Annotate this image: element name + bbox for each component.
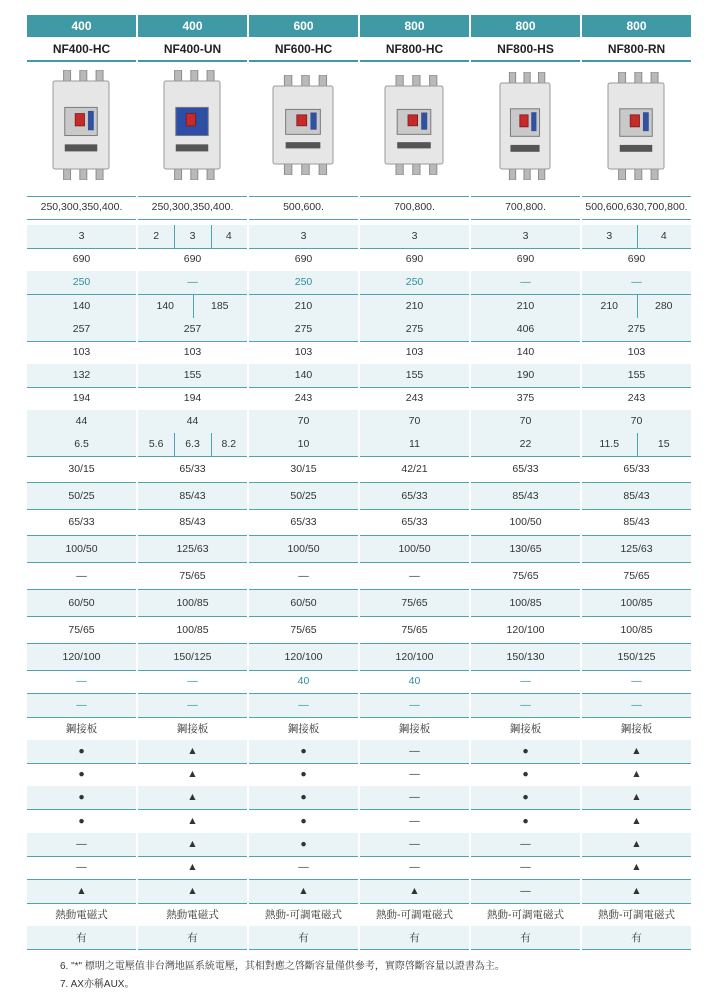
row-divider: [471, 949, 580, 950]
cell-divider: [637, 295, 638, 318]
breaker-image-4: [384, 75, 444, 175]
table-cell: ▲: [631, 791, 642, 803]
table-cell: 有: [187, 931, 198, 944]
table-cell: 100/50: [65, 543, 98, 555]
table-cell: 40: [297, 675, 310, 687]
table-cell: 103: [183, 346, 202, 358]
table-cell: 500,600,630,700,800.: [585, 201, 688, 213]
table-cell: —: [298, 699, 309, 711]
table-cell: 120/100: [506, 624, 545, 636]
table-cell: 鋼接板: [287, 722, 320, 735]
table-cell: 熱動-可調電磁式: [598, 908, 675, 921]
table-cell: 30/15: [290, 463, 317, 475]
header-divider: [360, 60, 469, 62]
row-divider: [138, 196, 247, 197]
table-cell: 4: [660, 230, 667, 242]
table-cell: —: [520, 699, 531, 711]
footnote-6: 6. "*" 標明之電壓值非台灣地區系統電壓，其相對應之啓斷容量僅供參考，實際啓斷容量以證書為主。: [60, 961, 505, 972]
table-cell: 700,800.: [394, 201, 435, 213]
table-cell: —: [298, 861, 309, 873]
header-divider: [471, 60, 580, 62]
table-cell: 熱動電磁式: [55, 908, 108, 921]
table-cell: —: [76, 570, 87, 582]
table-cell: ●: [300, 815, 307, 827]
row-divider: [360, 949, 469, 950]
table-cell: 690: [294, 253, 313, 265]
table-cell: 275: [294, 323, 313, 335]
table-cell: —: [76, 675, 87, 687]
table-cell: 2: [153, 230, 160, 242]
table-cell: ▲: [187, 861, 198, 873]
table-cell: 155: [405, 369, 424, 381]
cell-divider: [637, 433, 638, 456]
breaker-image-5: [499, 72, 551, 180]
table-cell: 65/33: [623, 463, 650, 475]
table-cell: 100/50: [287, 543, 320, 555]
row-divider: [249, 196, 358, 197]
cell-divider: [193, 295, 194, 318]
table-cell: ●: [78, 791, 85, 803]
header-divider: [27, 60, 136, 62]
table-cell: ●: [300, 838, 307, 850]
table-cell: ●: [78, 745, 85, 757]
table-cell: 75/65: [512, 570, 539, 582]
table-cell: 243: [627, 392, 646, 404]
column-model-3: NF600-HC: [274, 42, 333, 56]
table-cell: 150/125: [173, 651, 212, 663]
table-cell: —: [409, 768, 420, 780]
table-cell: ▲: [631, 885, 642, 897]
column-model-5: NF800-HS: [497, 42, 554, 56]
table-cell: 155: [627, 369, 646, 381]
table-cell: 150/125: [617, 651, 656, 663]
table-cell: 250,300,350,400.: [151, 201, 234, 213]
table-cell: 85/43: [512, 490, 539, 502]
table-cell: ▲: [631, 861, 642, 873]
table-cell: 鋼接板: [176, 722, 209, 735]
table-cell: —: [520, 838, 531, 850]
column-model-4: NF800-HC: [385, 42, 444, 56]
row-divider: [360, 196, 469, 197]
table-cell: 140: [156, 300, 175, 312]
table-cell: —: [409, 699, 420, 711]
table-cell: 103: [72, 346, 91, 358]
table-cell: 有: [631, 931, 642, 944]
table-cell: 65/33: [290, 516, 317, 528]
table-cell: 243: [405, 392, 424, 404]
table-cell: 125/63: [620, 543, 653, 555]
table-cell: ▲: [631, 745, 642, 757]
table-cell: ●: [522, 815, 529, 827]
table-cell: 22: [519, 438, 532, 450]
column-amp-4: 800: [360, 15, 469, 37]
table-cell: 3: [189, 230, 196, 242]
table-cell: 257: [72, 323, 91, 335]
table-cell: 6.5: [74, 438, 89, 450]
table-cell: —: [520, 861, 531, 873]
table-cell: 85/43: [179, 516, 206, 528]
table-cell: ▲: [187, 791, 198, 803]
column-amp-6: 800: [582, 15, 691, 37]
table-cell: 120/100: [395, 651, 434, 663]
table-cell: —: [631, 276, 642, 288]
table-cell: —: [409, 570, 420, 582]
table-cell: —: [409, 838, 420, 850]
table-cell: 250: [405, 276, 424, 288]
table-cell: —: [520, 885, 531, 897]
table-cell: 熱動-可調電磁式: [487, 908, 564, 921]
breaker-image-2: [163, 70, 221, 180]
header-divider: [138, 60, 247, 62]
table-cell: 185: [210, 300, 229, 312]
table-cell: ●: [522, 791, 529, 803]
table-cell: 8.2: [221, 438, 237, 450]
table-cell: —: [409, 745, 420, 757]
table-cell: —: [187, 675, 198, 687]
table-cell: ●: [522, 745, 529, 757]
table-cell: 140: [72, 300, 91, 312]
column-model-2: NF400-UN: [163, 42, 222, 56]
table-cell: 257: [183, 323, 202, 335]
table-cell: 70: [519, 415, 532, 427]
table-cell: 75/65: [179, 570, 206, 582]
table-cell: 3: [522, 230, 529, 242]
row-divider: [27, 196, 136, 197]
header-divider: [582, 60, 691, 62]
table-cell: 42/21: [401, 463, 428, 475]
table-cell: 60/50: [290, 597, 317, 609]
table-cell: ●: [522, 768, 529, 780]
cell-divider: [174, 433, 175, 456]
table-cell: 210: [405, 300, 424, 312]
table-cell: 155: [183, 369, 202, 381]
table-cell: 700,800.: [505, 201, 546, 213]
table-cell: 4: [225, 230, 232, 242]
table-cell: 275: [405, 323, 424, 335]
table-cell: 70: [408, 415, 421, 427]
table-cell: ▲: [631, 838, 642, 850]
table-cell: 6.3: [185, 438, 200, 450]
table-cell: 鋼接板: [620, 722, 653, 735]
table-cell: ▲: [187, 745, 198, 757]
table-cell: 85/43: [179, 490, 206, 502]
table-cell: ●: [300, 791, 307, 803]
table-cell: 50/25: [290, 490, 317, 502]
table-cell: 熱動-可調電磁式: [376, 908, 453, 921]
table-cell: 75/65: [68, 624, 95, 636]
row-divider: [471, 196, 580, 197]
table-cell: 100/85: [176, 624, 209, 636]
table-cell: 120/100: [62, 651, 101, 663]
table-cell: 132: [72, 369, 91, 381]
table-cell: 690: [405, 253, 424, 265]
table-cell: ▲: [631, 768, 642, 780]
table-cell: 250,300,350,400.: [40, 201, 123, 213]
table-cell: 15: [657, 438, 670, 450]
table-cell: ▲: [187, 815, 198, 827]
table-cell: ●: [78, 768, 85, 780]
table-cell: —: [520, 276, 531, 288]
table-cell: 44: [75, 415, 88, 427]
table-cell: 11: [409, 438, 420, 450]
table-cell: —: [187, 699, 198, 711]
table-cell: 70: [297, 415, 310, 427]
table-cell: 65/33: [512, 463, 539, 475]
table-cell: 有: [76, 931, 87, 944]
table-cell: 11.5: [599, 438, 620, 450]
column-model-1: NF400-HC: [52, 42, 111, 56]
row-divider: [582, 949, 691, 950]
breaker-image-1: [52, 70, 110, 180]
table-cell: 有: [409, 931, 420, 944]
breaker-image-3: [272, 75, 334, 175]
table-cell: 194: [72, 392, 91, 404]
table-cell: 125/63: [176, 543, 209, 555]
table-cell: 250: [294, 276, 313, 288]
table-cell: 70: [630, 415, 643, 427]
table-cell: 690: [72, 253, 91, 265]
table-cell: 75/65: [401, 624, 428, 636]
table-cell: —: [631, 675, 642, 687]
table-cell: ●: [300, 745, 307, 757]
table-cell: 210: [294, 300, 313, 312]
table-cell: 30/15: [68, 463, 95, 475]
table-cell: 65/33: [401, 516, 428, 528]
table-cell: 690: [183, 253, 202, 265]
table-cell: 75/65: [401, 597, 428, 609]
table-cell: 100/85: [509, 597, 542, 609]
table-cell: 120/100: [284, 651, 323, 663]
table-cell: 60/50: [68, 597, 95, 609]
row-divider: [138, 949, 247, 950]
table-cell: ▲: [409, 885, 420, 897]
table-cell: 85/43: [623, 516, 650, 528]
table-cell: 50/25: [68, 490, 95, 502]
table-cell: —: [409, 815, 420, 827]
table-cell: 鋼接板: [509, 722, 542, 735]
row-divider: [249, 949, 358, 950]
table-cell: 140: [516, 346, 535, 358]
table-cell: 210: [516, 300, 535, 312]
table-cell: 500,600.: [283, 201, 324, 213]
table-cell: 275: [627, 323, 646, 335]
table-cell: 690: [627, 253, 646, 265]
row-divider: [360, 219, 469, 220]
table-cell: ▲: [298, 885, 309, 897]
table-cell: 鋼接板: [398, 722, 431, 735]
table-cell: 熱動-可調電磁式: [265, 908, 342, 921]
table-cell: 130/65: [509, 543, 542, 555]
table-cell: 243: [294, 392, 313, 404]
table-cell: —: [298, 570, 309, 582]
table-cell: —: [187, 276, 198, 288]
column-amp-5: 800: [471, 15, 580, 37]
table-cell: 3: [411, 230, 418, 242]
table-cell: 210: [600, 300, 619, 312]
table-cell: —: [520, 675, 531, 687]
table-cell: —: [76, 861, 87, 873]
header-divider: [249, 60, 358, 62]
table-cell: 40: [408, 675, 421, 687]
table-cell: 140: [294, 369, 313, 381]
row-divider: [27, 949, 136, 950]
table-cell: 100/50: [509, 516, 542, 528]
table-cell: 100/85: [620, 624, 653, 636]
row-divider: [582, 219, 691, 220]
table-cell: 3: [300, 230, 307, 242]
table-cell: 65/33: [179, 463, 206, 475]
table-cell: 鋼接板: [65, 722, 98, 735]
table-cell: —: [76, 838, 87, 850]
table-cell: 103: [294, 346, 313, 358]
table-cell: —: [631, 699, 642, 711]
table-cell: 100/50: [398, 543, 431, 555]
column-model-6: NF800-RN: [607, 42, 666, 56]
table-cell: 100/85: [176, 597, 209, 609]
footnote-7: 7. AX亦稱AUX。: [60, 979, 135, 990]
table-cell: 690: [516, 253, 535, 265]
table-cell: 250: [72, 276, 91, 288]
table-cell: 5.6: [148, 438, 164, 450]
table-cell: 85/43: [623, 490, 650, 502]
table-cell: 375: [516, 392, 535, 404]
table-cell: 44: [186, 415, 199, 427]
table-cell: 100/85: [620, 597, 653, 609]
table-cell: 194: [183, 392, 202, 404]
table-cell: 75/65: [290, 624, 317, 636]
table-cell: ●: [78, 815, 85, 827]
column-amp-1: 400: [27, 15, 136, 37]
table-cell: —: [76, 699, 87, 711]
table-cell: 有: [298, 931, 309, 944]
table-cell: 406: [516, 323, 535, 335]
table-cell: —: [409, 791, 420, 803]
table-cell: ●: [300, 768, 307, 780]
table-cell: ▲: [631, 815, 642, 827]
column-amp-3: 600: [249, 15, 358, 37]
table-cell: ▲: [187, 885, 198, 897]
table-cell: ▲: [187, 838, 198, 850]
table-cell: 103: [627, 346, 646, 358]
table-cell: ▲: [187, 768, 198, 780]
table-cell: 3: [606, 230, 613, 242]
table-cell: 65/33: [401, 490, 428, 502]
row-divider: [471, 219, 580, 220]
table-cell: 190: [516, 369, 535, 381]
table-cell: 103: [405, 346, 424, 358]
table-cell: 150/130: [506, 651, 545, 663]
breaker-image-6: [607, 72, 665, 180]
cell-divider: [174, 225, 175, 248]
cell-divider: [637, 225, 638, 248]
table-cell: 有: [520, 931, 531, 944]
table-cell: 3: [78, 230, 85, 242]
table-cell: 熱動電磁式: [166, 908, 219, 921]
table-cell: 65/33: [68, 516, 95, 528]
table-cell: —: [409, 861, 420, 873]
cell-divider: [211, 225, 212, 248]
row-divider: [582, 196, 691, 197]
row-divider: [27, 219, 136, 220]
table-cell: 280: [654, 300, 673, 312]
cell-divider: [211, 433, 212, 456]
table-cell: 75/65: [623, 570, 650, 582]
row-divider: [249, 219, 358, 220]
column-amp-2: 400: [138, 15, 247, 37]
row-divider: [138, 219, 247, 220]
table-cell: 10: [297, 438, 310, 450]
table-cell: ▲: [76, 885, 87, 897]
